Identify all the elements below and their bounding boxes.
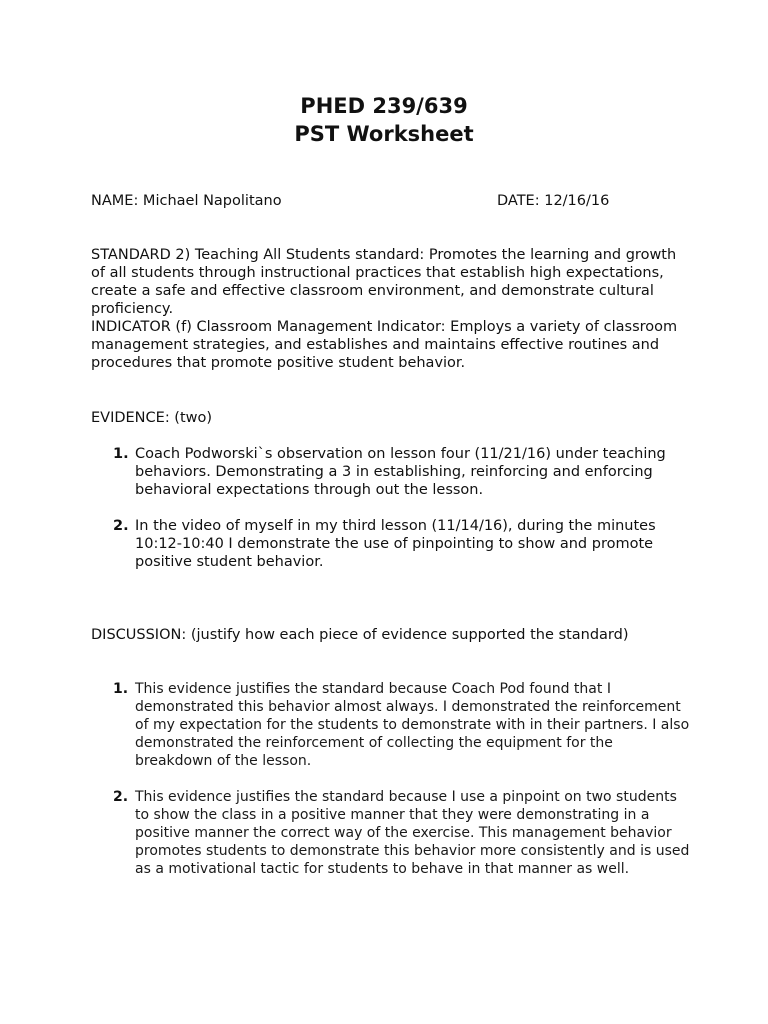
standard-text: STANDARD 2) Teaching All Students standard: Promotes the learning and growth of all students through instructional practices that establish high expectations, create a safe and effective classroom environment, and demonstrate cultural proficiency. <box>91 247 677 317</box>
discussion-item-text: This evidence justifies the standard because Coach Pod found that I demonstrated this behavior almost always. I demonstrated the reinforcement of my expectation for the students to demonstrate with in their partners. I also demonstrated the reinforcement of collecting the equipment for the breakdown of the lesson. <box>135 681 690 769</box>
discussion-heading: DISCUSSION: (justify how each piece of evidence supported the standard) <box>91 627 629 643</box>
name-field: NAME: Michael Napolitano <box>91 193 282 209</box>
discussion-item-number: 2. <box>113 789 129 805</box>
evidence-item-text: In the video of myself in my third lesson (11/14/16), during the minutes 10:12-10:40 I demonstrate the use of pinpointing to show and promote positive student behavior. <box>135 518 656 570</box>
indicator-text: INDICATOR (f) Classroom Management Indicator: Employs a variety of classroom management strategies, and establishes and maintains effective routines and procedures that promote positive student behavior. <box>91 319 678 371</box>
discussion-list <box>91 680 691 878</box>
discussion-item-2 <box>91 788 691 878</box>
discussion-item-1 <box>91 680 691 770</box>
standard-section <box>91 246 691 372</box>
worksheet-title: PST Worksheet <box>294 122 474 146</box>
course-code-title: PHED 239/639 <box>300 94 468 118</box>
evidence-item-1 <box>91 445 691 499</box>
evidence-item-number: 1. <box>113 446 129 462</box>
evidence-item-number: 2. <box>113 518 129 534</box>
discussion-item-number: 1. <box>113 681 129 697</box>
discussion-item-text: This evidence justifies the standard because I use a pinpoint on two students to show the class in a positive manner that they were demonstrating in a positive manner the correct way of the exercise. This management behavior promotes students to demonstrate this behavior more consistently and is used as a motivational tactic for students to behave in that manner as well. <box>135 789 690 877</box>
date-field: DATE: 12/16/16 <box>497 193 610 209</box>
evidence-item-text: Coach Podworski`s observation on lesson four (11/21/16) under teaching behaviors. Demonstrating a 3 in establishing, reinforcing and enforcing behavioral expectations through out the lesson. <box>135 446 666 498</box>
evidence-heading: EVIDENCE: (two) <box>91 410 213 426</box>
evidence-list <box>91 445 691 571</box>
evidence-item-2 <box>91 517 691 571</box>
document-title <box>0 92 768 148</box>
